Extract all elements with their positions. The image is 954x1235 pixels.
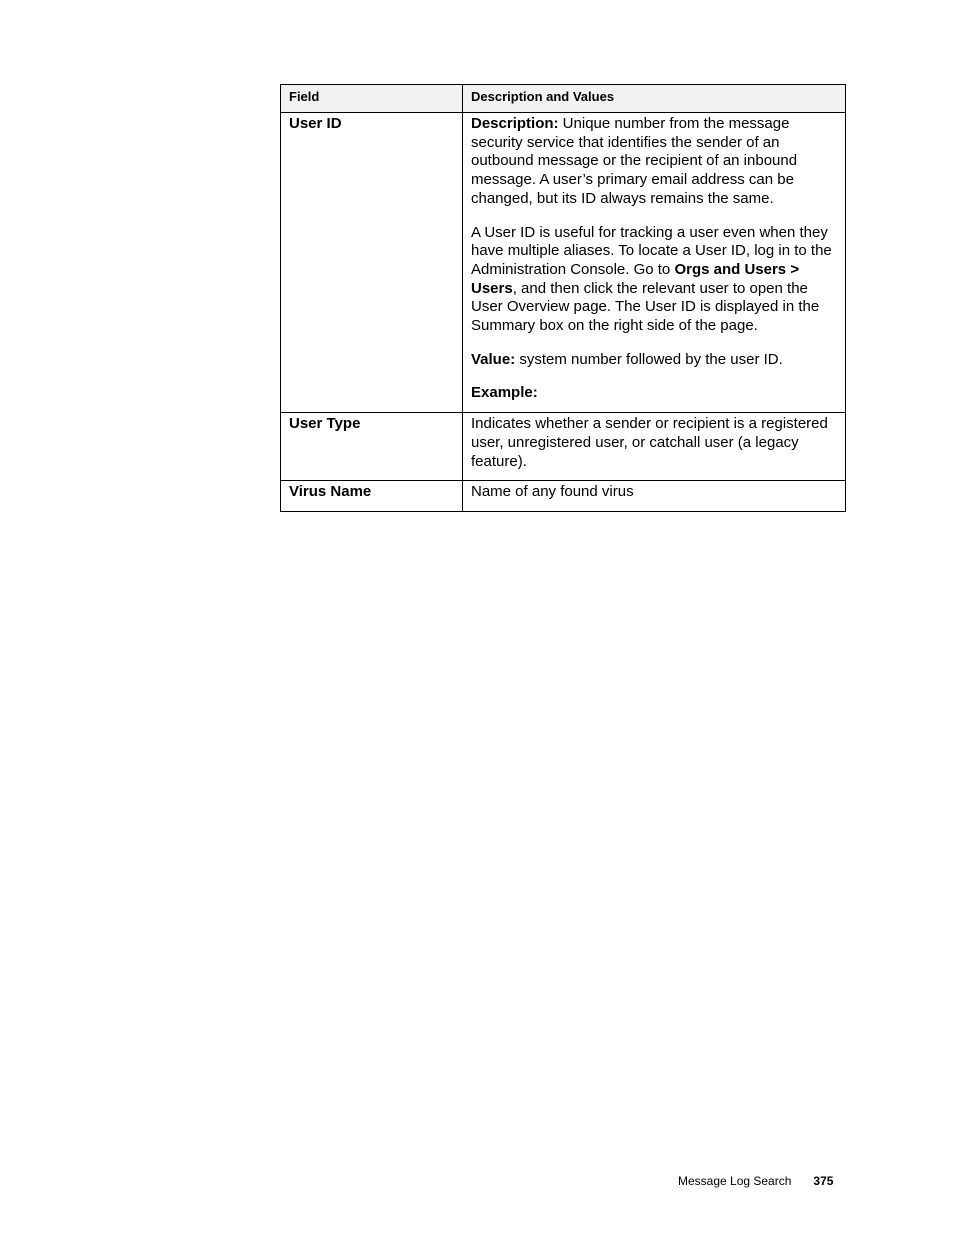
usage-text-start: A User ID is useful for tracking a user even when they have multiple aliases. To locate a User ID, log in to the Administration Console. Go to (471, 223, 832, 278)
user-id-description-paragraph (471, 115, 835, 209)
value-text: system number followed by the user ID. (515, 350, 783, 368)
description-text: Unique number from the message security service that identifies the sender of an outbound message or the recipient of an inbound message. A user’s primary email address can be changed, but its ID always remains the same. (471, 115, 798, 207)
table-row-user-id (281, 113, 846, 413)
column-header-field: Field (281, 85, 463, 113)
page-number: 375 (813, 1174, 834, 1188)
menu-path: Orgs and Users > Users (471, 260, 800, 297)
description-virus-name: Name of any found virus (463, 481, 846, 512)
table-header-row (281, 85, 846, 113)
field-name-user-id: User ID (281, 113, 463, 413)
example-label: Example: (471, 384, 538, 402)
description-user-type: Indicates whether a sender or recipient is a registered user, unregistered user, or catchall user (a legacy feature). (463, 413, 846, 481)
user-id-example-paragraph (471, 384, 835, 403)
table-row-user-type (281, 413, 846, 481)
description-user-id (463, 113, 846, 413)
table-row-virus-name (281, 481, 846, 512)
field-name-user-type: User Type (281, 413, 463, 481)
value-label: Value: (471, 350, 516, 368)
column-header-description: Description and Values (463, 85, 846, 113)
field-description-table (280, 84, 846, 512)
footer-section-title: Message Log Search (678, 1174, 792, 1188)
user-id-value-paragraph (471, 351, 835, 370)
field-name-virus-name: Virus Name (281, 481, 463, 512)
description-label: Description: (471, 115, 559, 132)
page-footer (678, 1174, 833, 1188)
user-id-usage-paragraph (471, 224, 835, 336)
usage-text-end: , and then click the relevant user to open the User Overview page. The User ID is displayed in the Summary box on the right side of the page. (471, 279, 820, 335)
